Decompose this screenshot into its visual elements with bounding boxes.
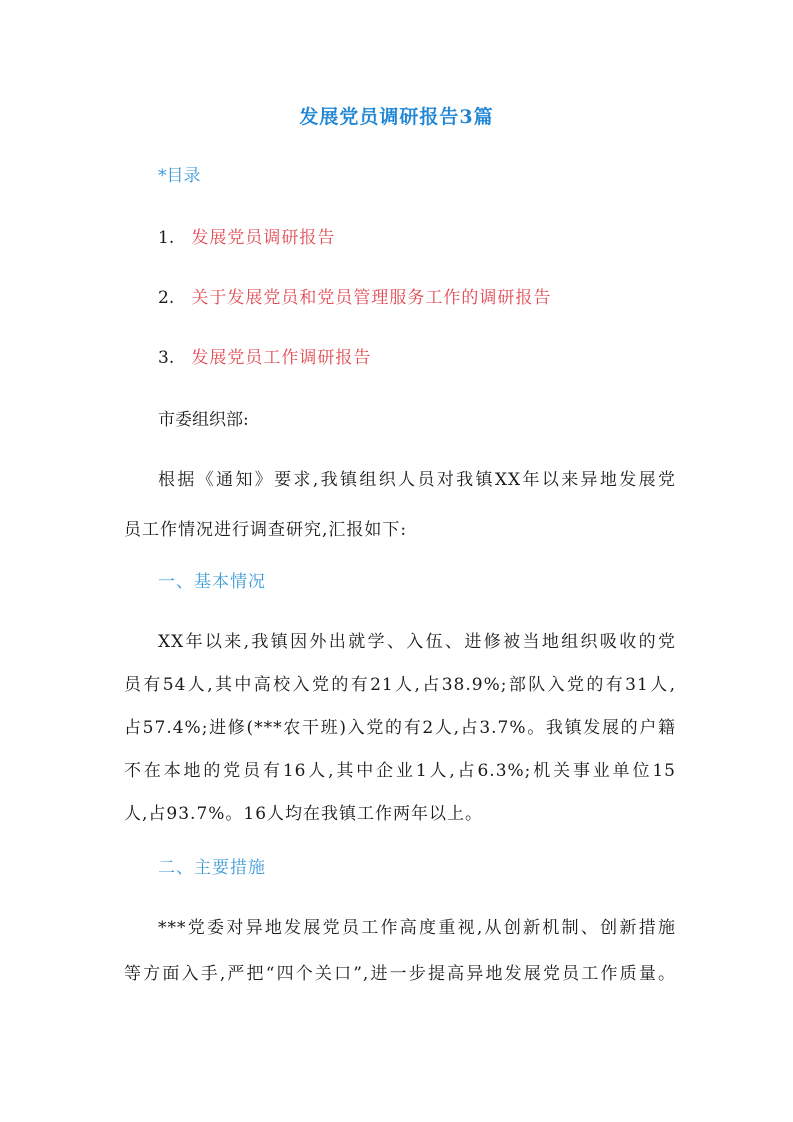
toc-item-number: 3.: [158, 348, 175, 368]
toc-item-1[interactable]: [158, 226, 335, 250]
toc-item-2[interactable]: [158, 286, 551, 310]
section1-line-4: 不在本地的党员有16人,其中企业1人,占6.3%;机关事业单位15: [124, 761, 676, 781]
toc-item-link[interactable]: 发展党员调研报告: [191, 228, 336, 248]
toc-item-number: 2.: [158, 288, 175, 308]
toc-item-3[interactable]: [158, 346, 371, 370]
section1-line-1: XX年以来,我镇因外出就学、入伍、进修被当地组织吸收的党: [158, 632, 676, 652]
toc-heading: *目录: [158, 166, 201, 186]
toc-item-link[interactable]: 发展党员工作调研报告: [191, 348, 372, 368]
toc-item-number: 1.: [158, 228, 175, 248]
section1-line-5: 人,占93.7%。16人均在我镇工作两年以上。: [124, 804, 484, 824]
toc-item-link[interactable]: 关于发展党员和党员管理服务工作的调研报告: [191, 288, 552, 308]
document-title: 发展党员调研报告3篇: [299, 106, 494, 128]
section-heading-measures: 二、主要措施: [158, 858, 266, 878]
section-heading-basic: 一、基本情况: [158, 572, 266, 592]
salutation: 市委组织部:: [158, 410, 249, 430]
intro-line-1: 根据《通知》要求,我镇组织人员对我镇XX年以来异地发展党: [158, 470, 676, 490]
intro-line-2: 员工作情况进行调查研究,汇报如下:: [124, 520, 408, 540]
section1-line-3: 占57.4%;进修(***农干班)入党的有2人,占3.7%。我镇发展的户籍: [124, 718, 676, 738]
section2-line-1: ***党委对异地发展党员工作高度重视,从创新机制、创新措施: [158, 918, 676, 938]
section2-line-2: 等方面入手,严把“四个关口”,进一步提高异地发展党员工作质量。: [124, 964, 676, 984]
section1-line-2: 员有54人,其中高校入党的有21人,占38.9%;部队入党的有31人,: [124, 675, 676, 695]
